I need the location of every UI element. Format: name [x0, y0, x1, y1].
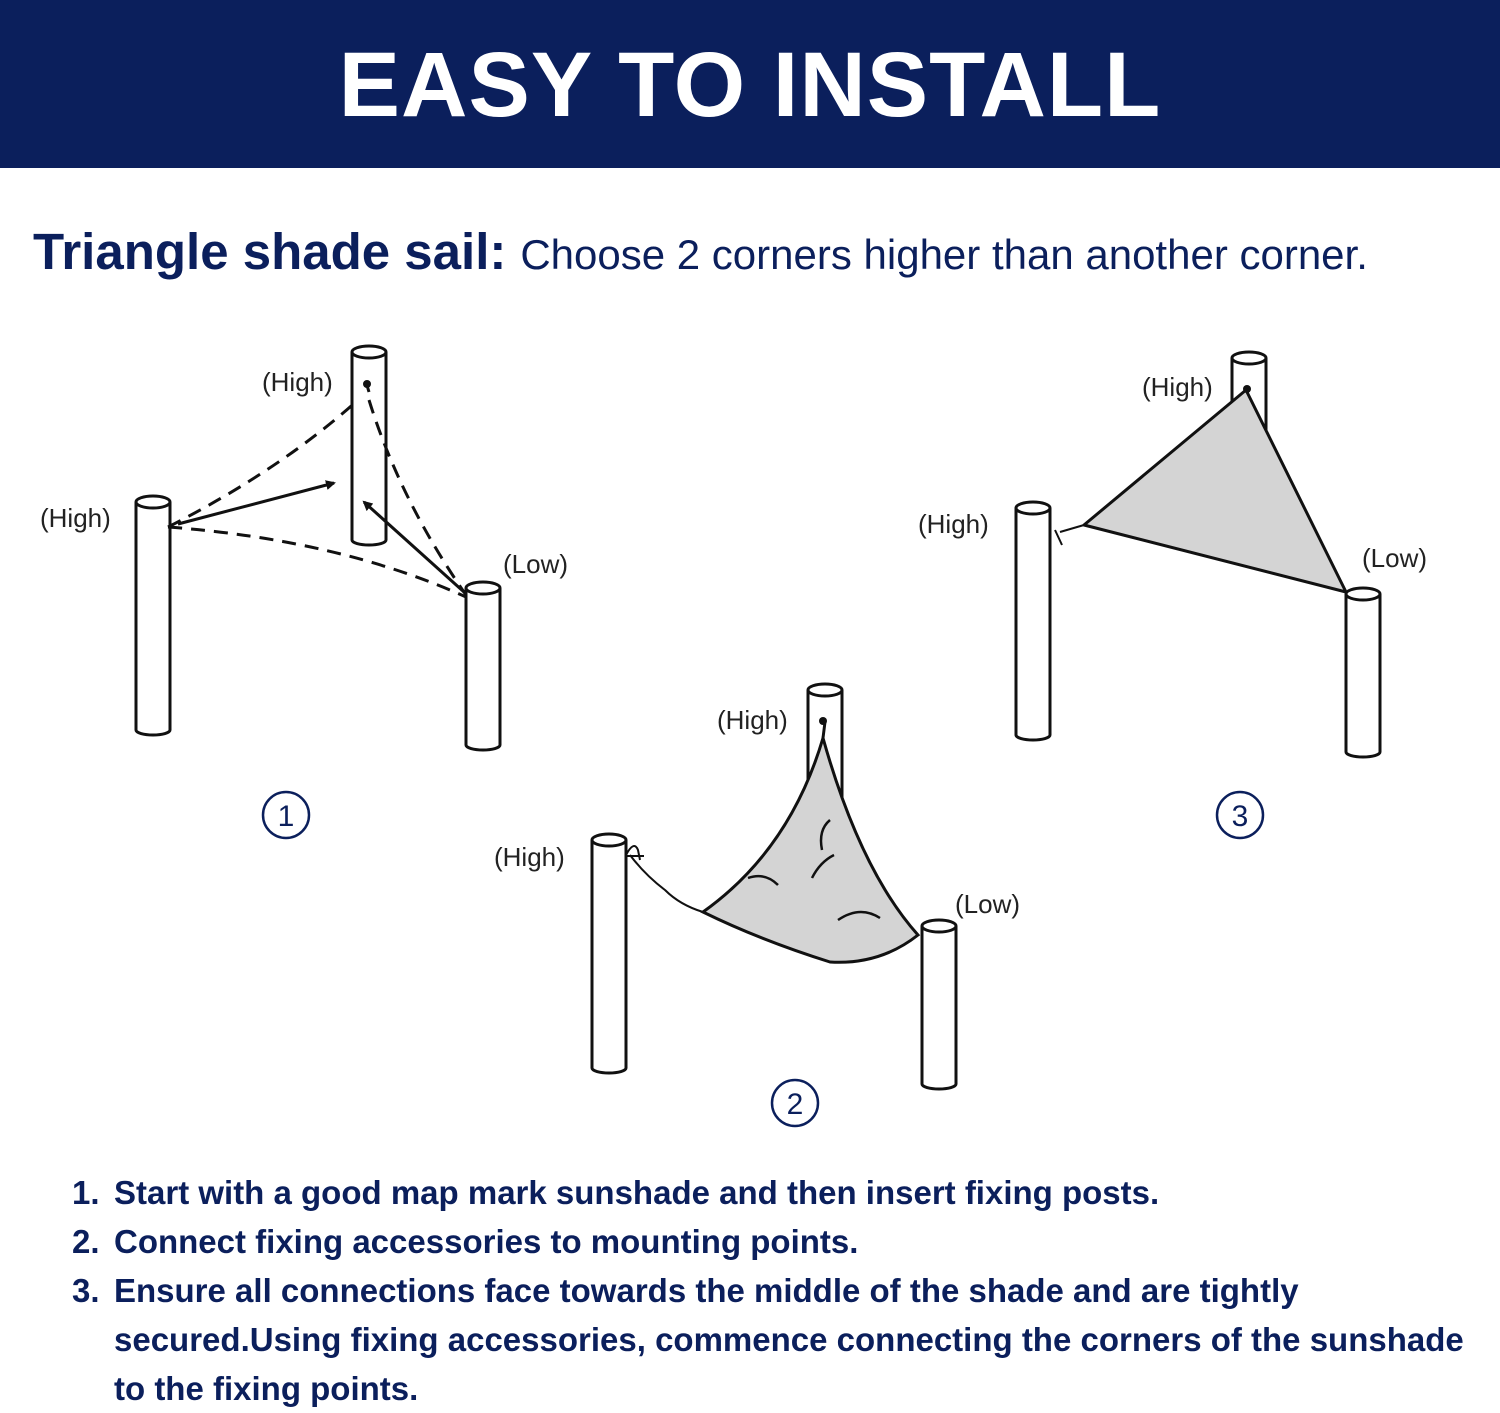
diagram-3	[918, 352, 1427, 838]
step-text: Start with a good map mark sunshade and then insert fixing posts.	[114, 1174, 1160, 1211]
step-badge-number-2: 2	[786, 1088, 804, 1121]
sail-3	[1084, 390, 1346, 592]
label-high-left-2: (High)	[494, 842, 565, 872]
post-high-left-3	[1016, 502, 1050, 740]
label-high-back-2: (High)	[717, 705, 788, 735]
step-badge-3	[1217, 792, 1263, 838]
step-badge-1	[263, 792, 309, 838]
instruction-step	[72, 1217, 1472, 1266]
subtitle-lead: Triangle shade sail:	[33, 223, 507, 280]
anchor-point	[1243, 385, 1251, 393]
label-high-back-3: (High)	[1142, 372, 1213, 402]
step-text: Ensure all connections face towards the middle of the shade and are tightly secured.Using fixing accessories, commence connecting the corners of the sunshade to the fixing points.	[114, 1272, 1464, 1407]
label-low-1: (Low)	[503, 549, 569, 579]
label-high-left-1: (High)	[40, 503, 111, 533]
step-badge-number-1: 1	[277, 800, 295, 833]
instruction-step	[72, 1266, 1472, 1413]
page-title: EASY TO INSTALL	[338, 34, 1162, 136]
instruction-list	[72, 1168, 1472, 1413]
post-low-1	[466, 582, 500, 750]
step-badge-2	[772, 1080, 818, 1126]
dashed-lines-1	[168, 400, 466, 597]
post-high-back-1	[352, 346, 386, 545]
tie-rope-3	[1055, 525, 1084, 545]
post-high-left-1	[136, 496, 170, 735]
step-badge-number-3: 3	[1231, 800, 1249, 833]
post-high-left-2	[592, 834, 626, 1073]
post-low-2	[922, 920, 956, 1089]
tie-rope-2	[626, 846, 644, 860]
diagram-2	[494, 684, 1020, 1126]
step-number: 3.	[72, 1272, 100, 1309]
post-low-3	[1346, 588, 1380, 757]
step-number: 1.	[72, 1174, 100, 1211]
arrows-1	[178, 382, 464, 592]
diagram-1	[40, 346, 568, 838]
anchor-point	[819, 717, 827, 725]
label-low-3: (Low)	[1362, 543, 1428, 573]
label-low-2: (Low)	[955, 889, 1021, 919]
instruction-step	[72, 1168, 1472, 1217]
step-number: 2.	[72, 1223, 100, 1260]
label-high-back-1: (High)	[262, 367, 333, 397]
step-text: Connect fixing accessories to mounting points.	[114, 1223, 859, 1260]
sail-2	[630, 722, 918, 962]
label-high-left-3: (High)	[918, 509, 989, 539]
subtitle-text: Choose 2 corners higher than another corner.	[520, 231, 1368, 278]
